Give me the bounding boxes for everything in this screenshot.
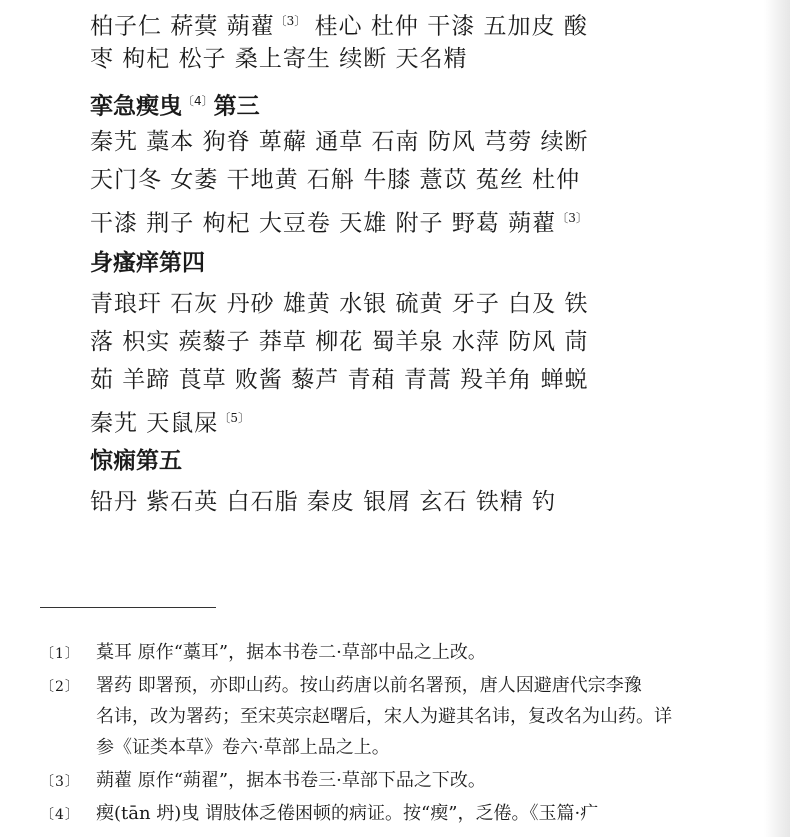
text-line: 天门冬 女萎 干地黄 石斛 牛膝 薏苡 菟丝 杜仲: [90, 167, 581, 193]
text-line: 茹 羊蹄 莨草 败酱 藜芦 青葙 青蒿 羖羊角 蝉蜕: [90, 367, 589, 393]
footnote-continuation: 参《证类本草》卷六·草部上品之上。: [96, 737, 390, 758]
text-line: 干漆 荆子 枸杞 大豆卷 天雄 附子 野葛 蒴藋$^{〔3〕}$: [90, 210, 588, 237]
text-line: 枣 枸杞 松子 桑上寄生 续断 天名精: [90, 46, 468, 72]
footnote-continuation: 名讳，改为署药；至宋英宗赵曙后，宋人为避其名讳，复改名为山药。详: [96, 706, 672, 727]
section-heading: 身瘙痒第四: [90, 250, 205, 276]
footnote: 〔3〕 蒴藋 原作“蒴翟”，据本书卷三·草部下品之下改。: [40, 770, 486, 791]
text-line: 青琅玕 石灰 丹砂 雄黄 水银 硫黄 牙子 白及 铁: [90, 291, 589, 317]
footnote: 〔2〕 署药 即署预，亦即山药。按山药唐以前名署预，唐人因避唐代宗李豫: [40, 675, 642, 696]
page-edge-shadow: [764, 0, 790, 837]
text-line: 柏子仁 菥蓂 蒴藋$^{〔3〕}$ 桂心 杜仲 干漆 五加皮 酸: [90, 13, 588, 40]
section-heading: 惊痫第五: [90, 448, 182, 474]
text-line: 铅丹 紫石英 白石脂 秦皮 银屑 玄石 铁精 钓: [90, 489, 557, 515]
text-line: 落 枳实 蒺藜子 莽草 柳花 蜀羊泉 水萍 防风 茼: [90, 329, 589, 355]
footnote: 〔4〕 瘈(tān 坍)曳 谓肢体乏倦困顿的病证。按“瘈”，乏倦。《玉篇·疒: [40, 803, 599, 824]
section-heading: 挛急瘈曳$^{〔4〕}$第三: [90, 93, 260, 120]
footnote-divider: [40, 607, 216, 608]
text-line: 秦艽 藁本 狗脊 萆薢 通草 石南 防风 芎䓖 续断: [90, 129, 589, 155]
text-line: 秦艽 天鼠屎$^{〔5〕}$: [90, 410, 250, 437]
footnote: 〔1〕 葈耳 原作“藁耳”，据本书卷二·草部中品之上改。: [40, 642, 486, 663]
